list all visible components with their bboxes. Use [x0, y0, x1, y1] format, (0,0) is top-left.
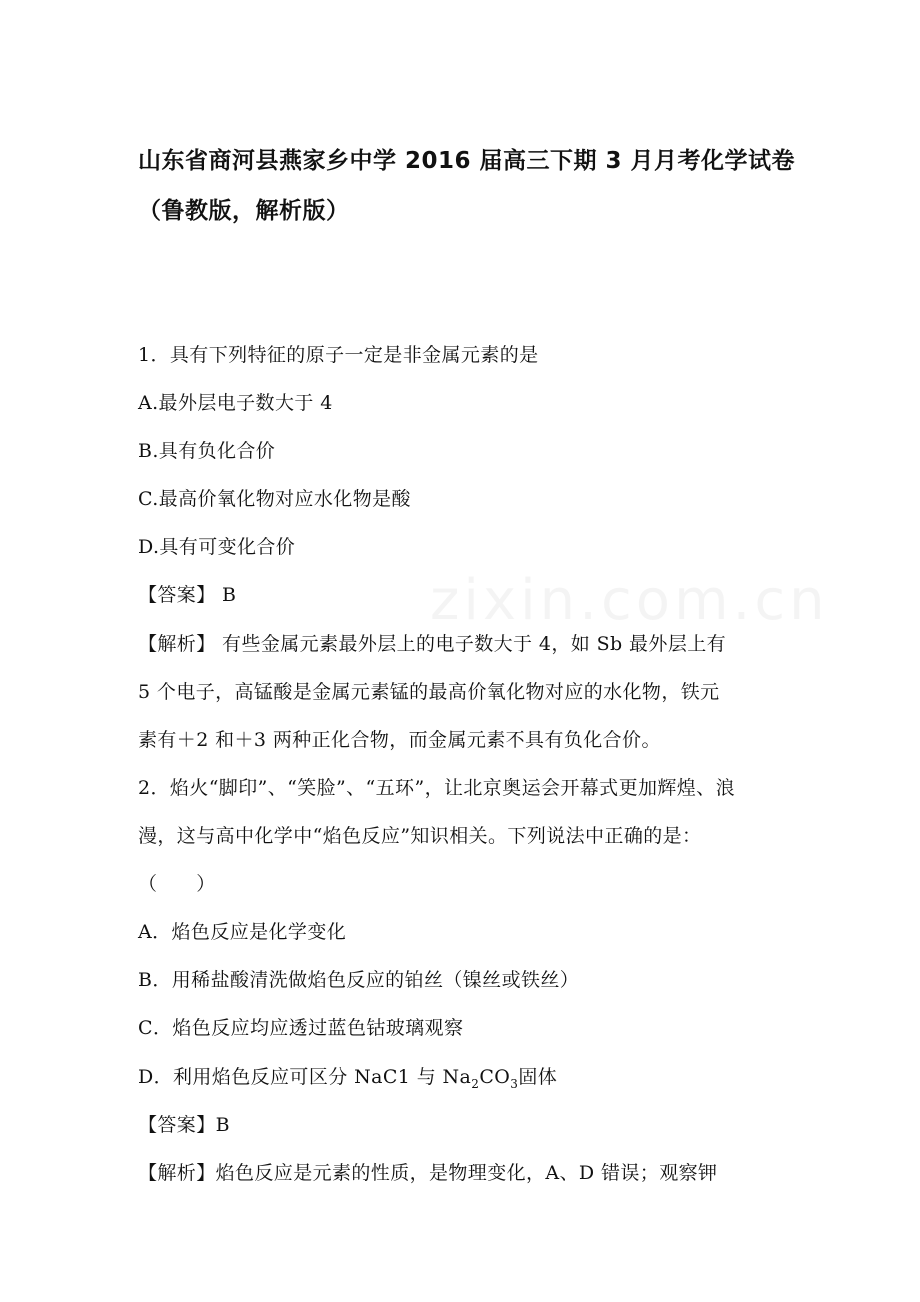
- q1-analysis-line-2: 5 个电子，高锰酸是金属元素锰的最高价氧化物对应的水化物，铁元: [138, 681, 720, 703]
- q1-option-a: A.最外层电子数大于 4: [138, 392, 333, 414]
- title-line-1: 山东省商河县燕家乡中学 2016 届高三下期 3 月月考化学试卷: [138, 148, 796, 174]
- q1-analysis-line-3: 素有＋2 和＋3 两种正化合物，而金属元素不具有负化合价。: [138, 729, 661, 751]
- q2-stem-line-3: （ ）: [138, 873, 216, 895]
- q2-option-d-subscript-1: 2: [471, 1076, 480, 1091]
- q2-option-b: B．用稀盐酸清洗做焰色反应的铂丝（镍丝或铁丝）: [138, 969, 580, 991]
- q2-option-d-text-mid: CO: [479, 1066, 511, 1088]
- q2-analysis-line-1: 【解析】焰色反应是元素的性质，是物理变化，A、D 错误；观察钾: [138, 1162, 718, 1184]
- q2-option-d-subscript-2: 3: [510, 1076, 519, 1091]
- q1-stem: 1．具有下列特征的原子一定是非金属元素的是: [138, 344, 539, 366]
- q1-answer: 【答案】 B: [138, 584, 237, 606]
- q2-option-d-text-post: 固体: [518, 1066, 558, 1088]
- q2-option-a: A．焰色反应是化学变化: [138, 921, 347, 943]
- q1-option-c: C.最高价氧化物对应水化物是酸: [138, 488, 411, 510]
- title-line-2: （鲁教版，解析版）: [138, 198, 350, 224]
- q1-option-d: D.具有可变化合价: [138, 536, 296, 558]
- q1-option-b: B.具有负化合价: [138, 440, 276, 462]
- q1-analysis-line-1: 【解析】 有些金属元素最外层上的电子数大于 4，如 Sb 最外层上有: [138, 633, 727, 655]
- q2-option-d-text-pre: D．利用焰色反应可区分 NaC1 与 Na: [138, 1066, 472, 1088]
- q2-answer: 【答案】B: [138, 1114, 230, 1136]
- q2-option-d: [138, 1062, 786, 1092]
- q2-stem-line-1: 2．焰火“脚印”、“笑脸”、“五环”，让北京奥运会开幕式更加辉煌、浪: [138, 777, 735, 799]
- q2-stem-line-2: 漫，这与高中化学中“焰色反应”知识相关。下列说法中正确的是：: [138, 825, 702, 847]
- q2-option-c: C．焰色反应均应透过蓝色钴玻璃观察: [138, 1017, 464, 1039]
